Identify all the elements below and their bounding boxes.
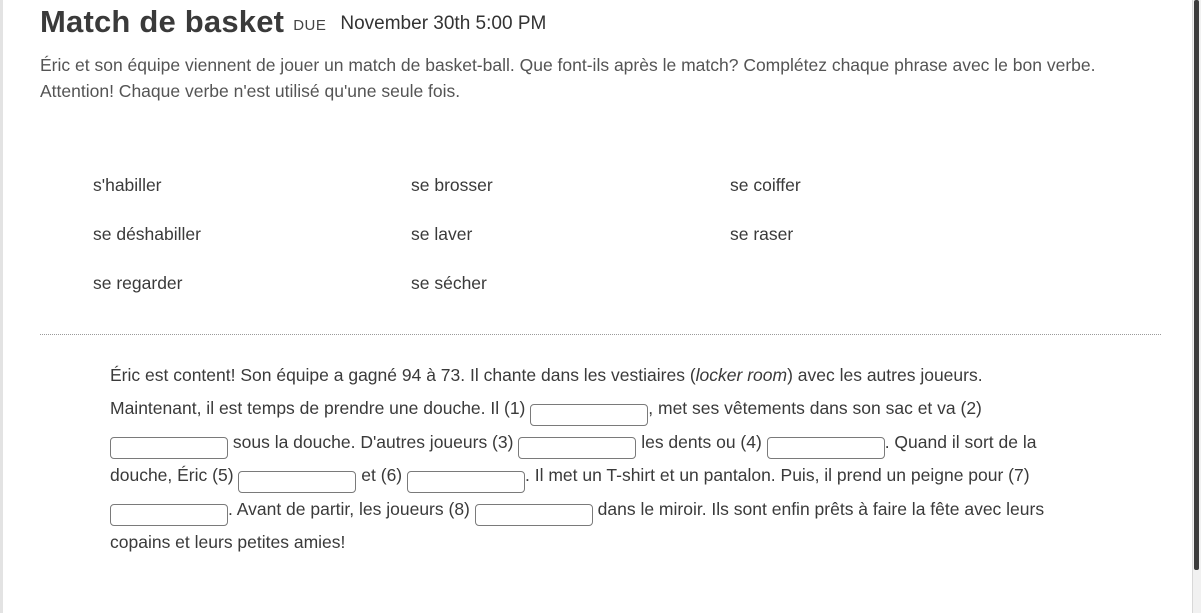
page-left-border [0,0,3,613]
header [40,0,546,44]
blank-1-input[interactable] [530,404,648,426]
word-bank-item: se sécher [411,273,487,293]
blank-3-input[interactable] [518,437,636,459]
passage-text: sous la douche. D'autres joueurs (3) [232,431,514,452]
passage-text: . Avant de partir, les joueurs (8) [228,498,470,519]
word-bank-item: se déshabiller [93,224,201,244]
passage-text: dans le miroir. Ils sont enfin prêts à faire la fête avec leurs copains et leurs petites amies! [110,498,1045,552]
blank-6-input[interactable] [407,471,525,493]
passage-text: Éric est content! Son équipe a gagné 94 à 73. Il chante dans les vestiaires ( [110,365,696,385]
passage [110,359,1070,559]
word-bank-item: s'habiller [93,175,162,195]
instructions: Éric et son équipe viennent de jouer un match de basket-ball. Que font-ils après le match? Complétez chaque phrase avec le bon verbe. Attention! Chaque verbe n'est utilisé qu'une seule fois. [40,55,1096,101]
passage-italic-text: locker room [695,365,788,385]
passage-text: , met ses vêtements dans son sac et va (2) [648,398,982,418]
blank-8-input[interactable] [475,504,593,526]
blank-7-input[interactable] [110,504,228,526]
blank-4-input[interactable] [767,437,885,459]
due-date: November 30th 5:00 PM [340,13,547,34]
passage-text: et (6) [361,465,403,485]
page-title: Match de basket [40,4,285,39]
passage-text: . Quand il sort de la douche, Éric (5) [110,431,1037,485]
blank-2-input[interactable] [110,437,228,459]
scrollbar[interactable] [1192,0,1201,613]
word-bank-item: se brosser [411,175,493,195]
passage-text: ) avec les autres joueurs. Maintenant, il est temps de prendre une douche. Il (1) [110,365,983,418]
passage-text: . Il met un T-shirt et un pantalon. Puis, il prend un peigne pour (7) [525,465,1030,485]
word-bank-item: se laver [411,224,473,244]
passage-text: les dents ou (4) [641,431,762,452]
word-bank-item: se raser [730,224,794,244]
word-bank-item: se regarder [93,273,183,293]
scrollbar-thumb[interactable] [1194,0,1199,570]
blank-5-input[interactable] [238,471,356,493]
due-label: DUE [293,16,327,34]
word-bank-item: se coiffer [730,175,801,195]
section-divider [40,334,1161,335]
